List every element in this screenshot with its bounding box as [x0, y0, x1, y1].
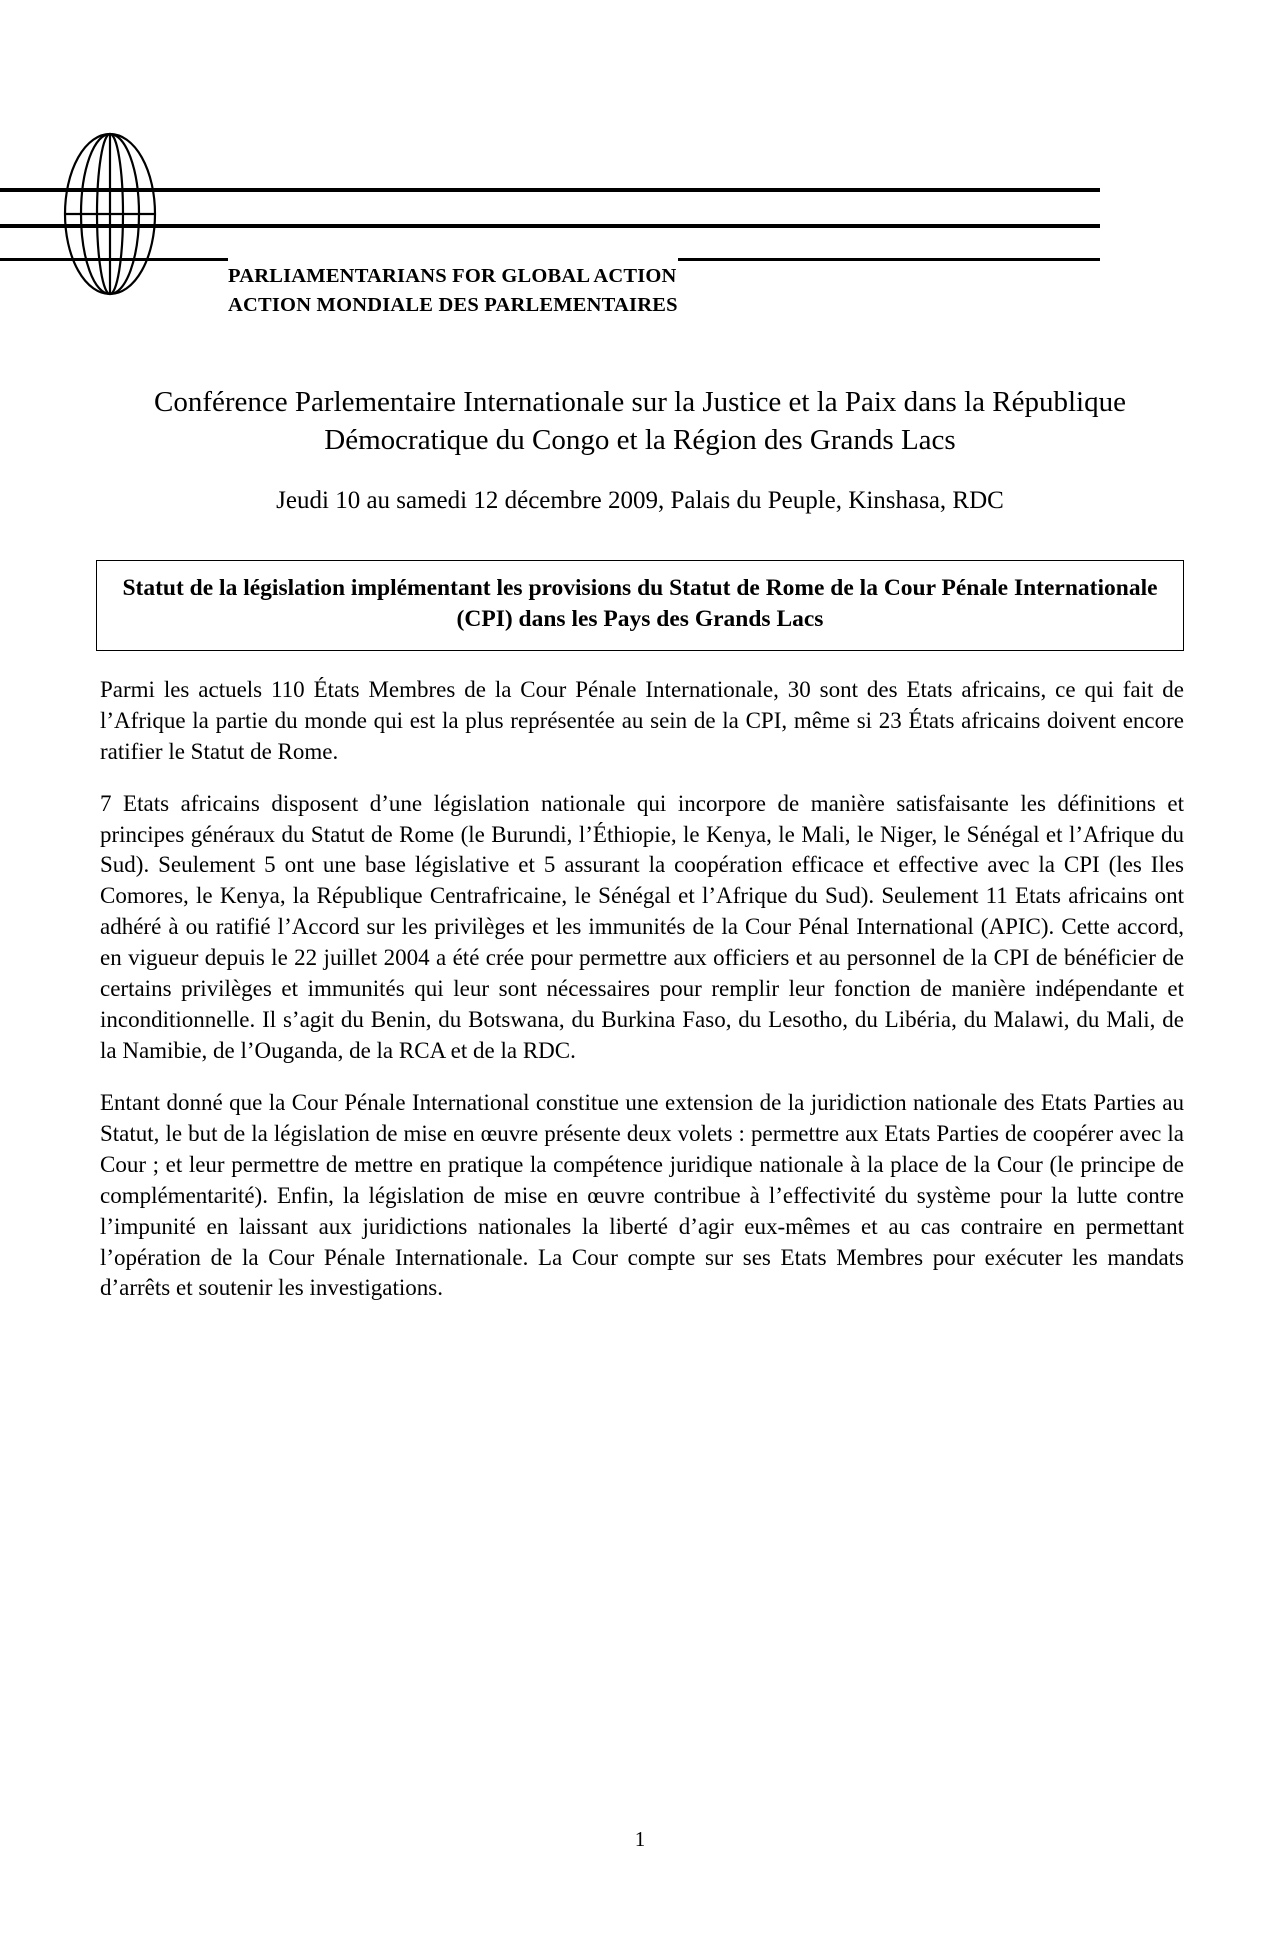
organization-names — [228, 258, 678, 320]
document-page — [0, 132, 1280, 1944]
organization-name-en: PARLIAMENTARIANS FOR GLOBAL ACTION — [228, 265, 677, 287]
body-paragraph: Entant donné que la Cour Pénale International constitue une extension de la juridiction nationale des Etats Parties au Statut, le but de la législation de mise en œuvre présente deux volets : permettre aux Etats Parties de coopérer avec la Cour ; et leur permettre de mettre en pratique la compétence juridique nationale à la place de la Cour (le principe de complémentarité). Enfin, la législation de mise en œuvre contribue à l’effectivité du système pour la lutte contre l’impunité en laissant aux juridictions nationales la liberté d’agir eux-mêmes et au cas contraire en permettant l’opération de la Cour Pénale Internationale. La Cour compte sur ses Etats Membres pour exécuter les mandats d’arrêts et soutenir les investigations. — [100, 1089, 1184, 1301]
header-rule-top — [0, 188, 1100, 192]
conference-date-location: Jeudi 10 au samedi 12 décembre 2009, Palais du Peuple, Kinshasa, RDC — [276, 487, 1004, 515]
body-content — [100, 675, 1184, 1305]
subject-heading-box: Statut de la législation implémentant les provisions du Statut de Rome de la Cour Pénale Internationale (CPI) dans les Pays des Grands Lacs — [96, 560, 1184, 651]
header-rule-middle — [0, 224, 1100, 228]
letterhead — [0, 132, 1280, 342]
body-paragraph: 7 Etats africains disposent d’une législation nationale qui incorpore de manière satisfaisante les définitions et principes généraux du Statut de Rome (le Burundi, l’Éthiopie, le Kenya, le Mali, le Niger, le Sénégal et l’Afrique du Sud). Seulement 5 ont une base législative et 5 assurant la coopération efficace et effective avec la CPI (les Iles Comores, le Kenya, la République Centrafricaine, le Sénégal et l’Afrique du Sud). Seulement 11 Etats africains ont adhéré à ou ratifié l’Accord sur les privilèges et les immunités de la Cour Pénal International (APIC). Cette accord, en vigueur depuis le 22 juillet 2004 a été crée pour permettre aux officiers et au personnel de la CPI de bénéficier de certains privilèges et immunités qui leur sont nécessaires pour remplir leur fonction de manière indépendante et inconditionnelle. Il s’agit du Benin, du Botswana, du Burkina Faso, du Lesotho, du Libéria, du Malawi, du Mali, de la Namibie, de l’Ouganda, de la RCA et de la RDC. — [100, 790, 1184, 1063]
page-number: 1 — [634, 1827, 646, 1851]
conference-title: Conférence Parlementaire Internationale sur la Justice et la Paix dans la République Démocratique du Congo et la Région des Grands Lacs — [154, 386, 1126, 456]
organization-name-fr: ACTION MONDIALE DES PARLEMENTAIRES — [228, 294, 678, 317]
globe-icon — [62, 132, 158, 297]
body-paragraph: Parmi les actuels 110 États Membres de la Cour Pénale Internationale, 30 sont des Etats africains, ce qui fait de l’Afrique la partie du monde qui est la plus représentée au sein de la CPI, même si 23 États africains doivent encore ratifier le Statut de Rome. — [100, 676, 1184, 764]
